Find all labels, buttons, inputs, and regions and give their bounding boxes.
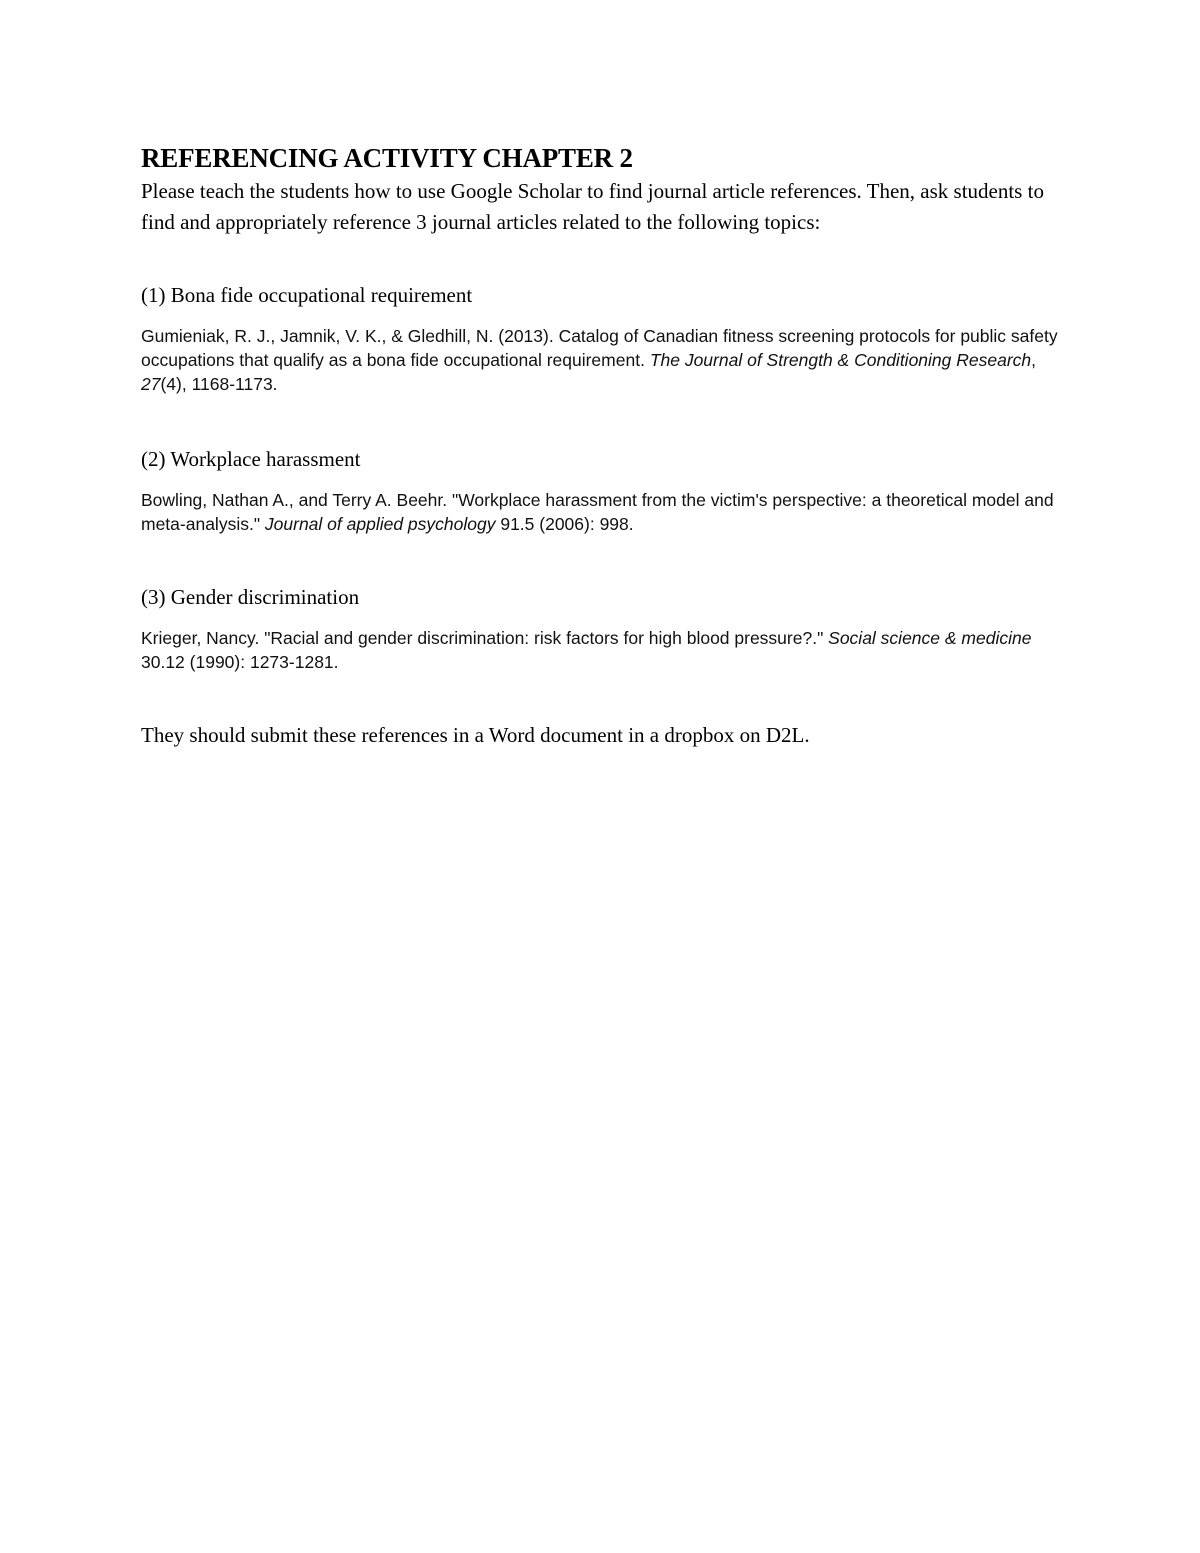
reference-2-details: 91.5 (2006): 998. <box>495 514 634 534</box>
document-content <box>141 140 1066 747</box>
reference-1-pages: (4), 1168-1173. <box>160 374 278 394</box>
reference-2-text: Bowling, Nathan A., and Terry A. Beehr. "Workplace harassment from the victim's perspective: a theoretical model and meta-analysis." <box>141 490 1054 534</box>
reference-1-journal: The Journal of Strength & Conditioning Research <box>649 350 1032 370</box>
closing-paragraph: They should submit these references in a Word document in a dropbox on D2L. <box>141 723 810 747</box>
reference-3 <box>141 626 1066 674</box>
topic-heading-1: (1) Bona fide occupational requirement <box>141 283 473 307</box>
topic-heading-3: (3) Gender discrimination <box>141 585 360 609</box>
topic-section-1 <box>141 280 1066 396</box>
reference-3-journal: Social science & medicine <box>828 628 1032 648</box>
reference-2-journal: Journal of applied psychology <box>264 514 496 534</box>
reference-1-text: Gumieniak, R. J., Jamnik, V. K., & Gledhill, N. (2013). Catalog of Canadian fitness screening protocols for public safety occupations that qualify as a bona fide occupational requirement. <box>141 326 1058 370</box>
reference-3-details: 30.12 (1990): 1273-1281. <box>141 652 339 672</box>
intro-paragraph: Please teach the students how to use Google Scholar to find journal article references. Then, ask students to find and appropriately reference 3 journal articles related to the following topics: <box>141 179 1044 234</box>
document-title: REFERENCING ACTIVITY CHAPTER 2 <box>141 143 633 173</box>
topic-section-2 <box>141 444 1066 536</box>
reference-3-text: Krieger, Nancy. "Racial and gender discrimination: risk factors for high blood pressure?." <box>141 628 829 648</box>
reference-1-separator: , <box>1031 350 1037 370</box>
closing-section <box>141 720 1066 750</box>
topic-heading-2: (2) Workplace harassment <box>141 447 361 471</box>
topic-section-3 <box>141 582 1066 674</box>
reference-2 <box>141 488 1066 536</box>
reference-1 <box>141 324 1066 396</box>
reference-1-volume: 27 <box>141 374 161 394</box>
